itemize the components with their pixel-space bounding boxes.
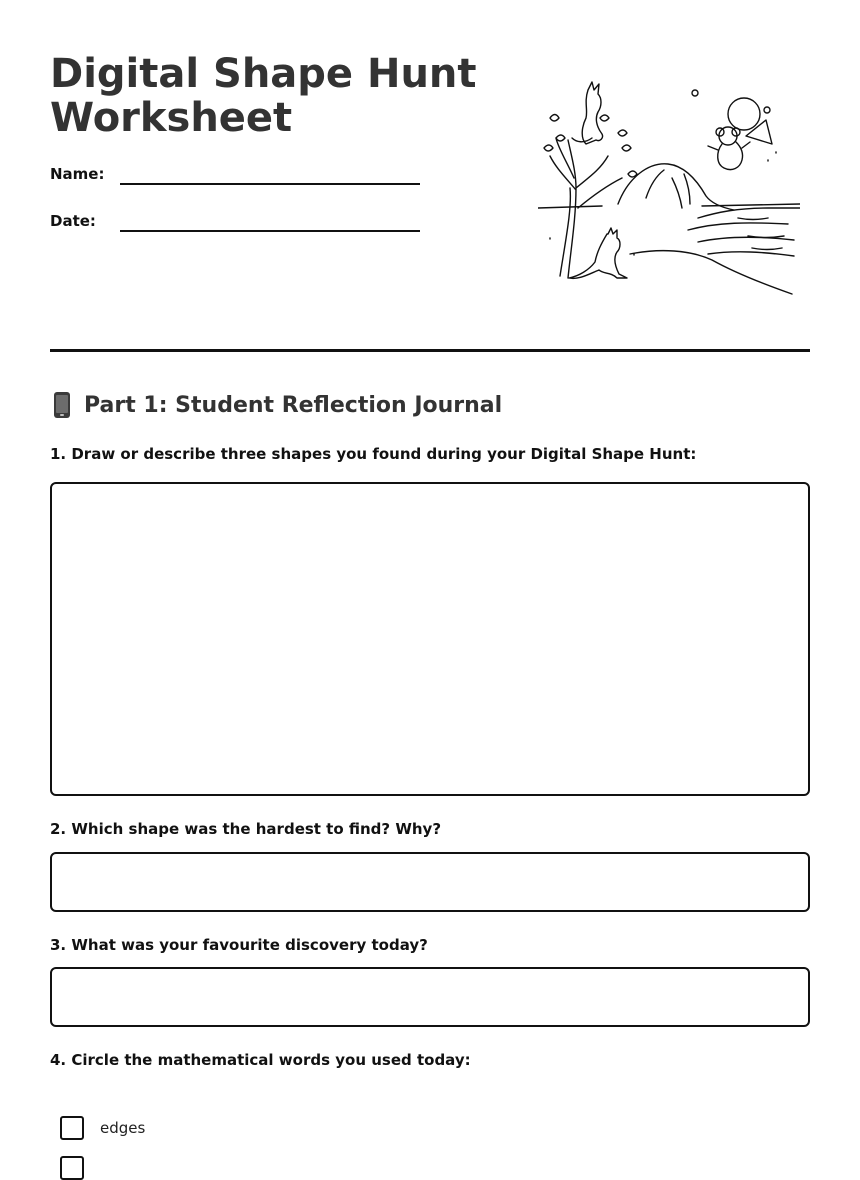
answer-box-1[interactable]: [50, 482, 810, 796]
answer-box-3[interactable]: [50, 967, 810, 1027]
date-label: Date:: [50, 212, 96, 230]
checkbox[interactable]: [60, 1116, 84, 1140]
checkbox[interactable]: [60, 1156, 84, 1180]
header-divider: [50, 349, 810, 352]
name-label: Name:: [50, 165, 105, 183]
worksheet-title: Digital Shape Hunt Worksheet: [50, 51, 477, 141]
question-4: 4. Circle the mathematical words you used today:: [50, 1051, 471, 1069]
worksheet-page: [50, 0, 810, 1161]
word-option-label: edges: [100, 1119, 146, 1137]
part1-title: Part 1: Student Reflection Journal: [84, 392, 503, 418]
question-1: 1. Draw or describe three shapes you found during your Digital Shape Hunt:: [50, 445, 697, 463]
mobile-phone-icon: [54, 392, 70, 418]
date-field: [50, 212, 430, 242]
name-line: [120, 183, 420, 185]
date-line: [120, 230, 420, 232]
word-option-edges[interactable]: [60, 1116, 145, 1140]
part1-heading: [50, 388, 502, 422]
question-3: 3. What was your favourite discovery today?: [50, 936, 428, 954]
answer-box-2[interactable]: [50, 852, 810, 912]
name-field: [50, 165, 430, 195]
question-2: 2. Which shape was the hardest to find? Why?: [50, 820, 442, 838]
australian-landscape-illustration: [538, 78, 800, 298]
word-option-next[interactable]: [60, 1156, 100, 1180]
